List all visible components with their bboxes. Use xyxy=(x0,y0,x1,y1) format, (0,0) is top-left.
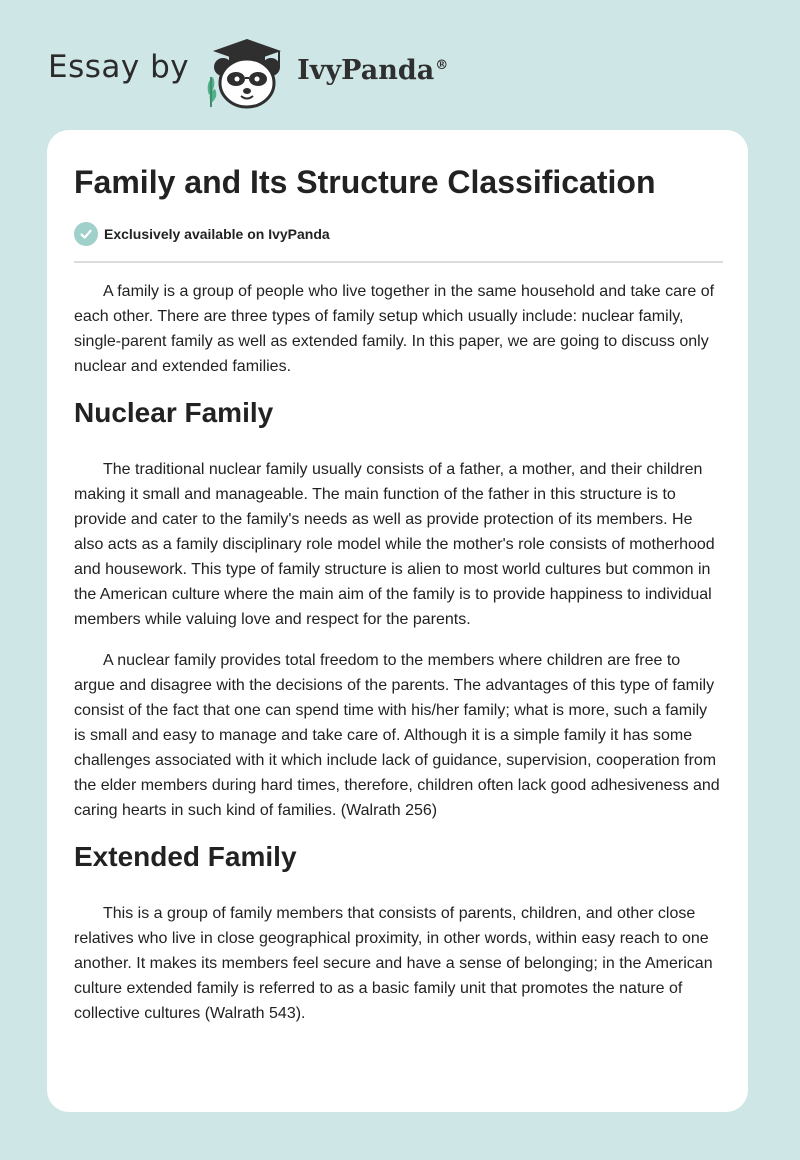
essay-card xyxy=(47,130,748,1112)
paragraph-intro: A family is a group of people who live together in the same household and take care of each other. There are three types of family setup which usually include: nuclear family, single-parent family as well as extended family. In this paper, we are going to discuss only nuclear and extended families. xyxy=(74,283,715,375)
divider xyxy=(74,261,723,263)
heading-extended-family: Extended Family xyxy=(74,841,297,872)
essay-by-label: Essay by xyxy=(48,49,190,85)
brand-name[interactable] xyxy=(297,55,448,86)
paragraph-extended-1: This is a group of family members that consists of parents, children, and other close relatives who live in close geographical proximity, in other words, within easy reach to one another. It makes its members feel secure and have a sense of belonging; in the American culture extended family is referred to as a basic family unit that promotes the nature of collective cultures (Walrath 543). xyxy=(74,905,713,1022)
brand-name-text: IvyPanda xyxy=(297,54,435,86)
exclusive-badge xyxy=(74,222,330,246)
paragraph-nuclear-1: The traditional nuclear family usually consists of a father, a mother, and their children making it small and manageable. The main function of the father in this structure is to provide and cater to the family's needs as well as provide protection of its members. He also acts as a family disciplinary role model while the mother's role consists of motherhood and housework. This type of family structure is alien to most world cultures but common in the American culture where the main aim of the family is to provide happiness to individual members while valuing love and respect for the parents. xyxy=(74,461,715,628)
site-header xyxy=(48,32,448,112)
check-icon xyxy=(74,222,98,246)
paragraph-nuclear-2: A nuclear family provides total freedom to the members where children are free to argue and disagree with the decisions of the parents. The advantages of this type of family consist of the fact that one can spend time with his/her family; what is more, such a family is small and easy to manage and take care of. Although it is a simple family it has some challenges associated with it which include lack of guidance, supervision, cooperation from the elder members during hard times, therefore, children often lack good adhesiveness and caring hearts in such kind of families. (Walrath 256) xyxy=(74,652,720,819)
exclusive-label: Exclusively available on IvyPanda xyxy=(104,226,330,242)
registered-mark: ® xyxy=(435,57,449,73)
panda-graduate-logo-icon[interactable] xyxy=(201,33,293,111)
page-title: Family and Its Structure Classification xyxy=(74,164,656,200)
essay-body xyxy=(74,279,723,1042)
heading-nuclear-family: Nuclear Family xyxy=(74,397,274,428)
